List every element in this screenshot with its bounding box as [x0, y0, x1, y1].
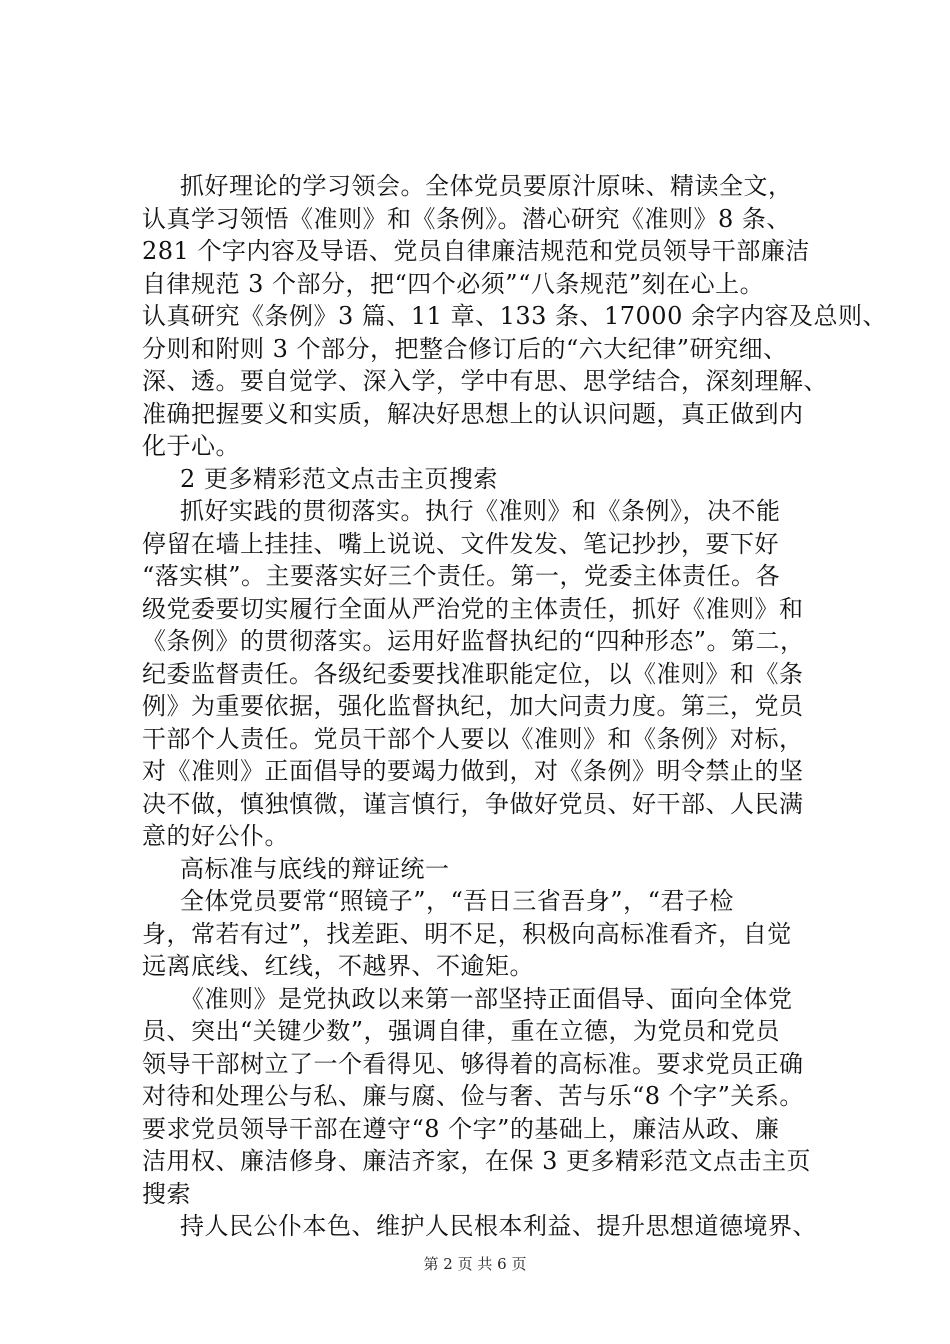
- document-body: [142, 170, 887, 1243]
- paragraph-line: 准确把握要义和实质，解决好思想上的认识问题，真正做到内: [142, 399, 804, 428]
- paragraph-line: 自律规范 3 个部分，把“四个必须”“八条规范”刻在心上。: [142, 269, 765, 298]
- paragraph-line: 停留在墙上挂挂、嘴上说说、文件发发、笔记抄抄，要下好: [142, 529, 779, 558]
- paragraph-line: 洁用权、廉洁修身、廉洁齐家，在保 3 更多精彩范文点击主页: [142, 1147, 812, 1175]
- paragraph-line: 例》为重要依据，强化监督执纪，加大问责力度。第三，党员: [142, 692, 804, 720]
- paragraph-line: “落实棋”。主要落实好三个责任。第一，党委主体责任。各: [142, 562, 781, 590]
- paragraph-line: 抓好理论的学习领会。全体党员要原汁原味、精读全文，: [180, 172, 793, 200]
- paragraph-line: 领导干部树立了一个看得见、够得着的高标准。要求党员正确: [142, 1049, 804, 1078]
- paragraph-line: 认真研究《条例》3 篇、11 章、133 条、17000 余字内容及总则、: [142, 302, 887, 330]
- paragraph-line: 《准则》是党执政以来第一部坚持正面倡导、面向全体党: [180, 984, 793, 1013]
- paragraph-line: 搜索: [142, 1179, 191, 1208]
- paragraph-line: 纪委监督责任。各级纪委要找准职能定位，以《准则》和《条: [142, 659, 804, 688]
- section-heading: 2 更多精彩范文点击主页搜索: [180, 464, 498, 493]
- paragraph-line: 意的好公仆。: [142, 822, 289, 850]
- paragraph-line: 全体党员要常“照镜子”，“吾日三省吾身”，“君子检: [180, 887, 734, 915]
- paragraph-line: 决不做，慎独慎微，谨言慎行，争做好党员、好干部、人民满: [142, 789, 804, 818]
- paragraph-line: 身，常若有过”，找差距、明不足，积极向高标准看齐，自觉: [142, 919, 792, 948]
- paragraph-line: 对待和处理公与私、廉与腐、俭与奢、苦与乐“8 个字”关系。: [142, 1082, 804, 1110]
- paragraph-line: 化于心。: [142, 432, 240, 460]
- paragraph-line: 对《准则》正面倡导的要竭力做到，对《条例》明令禁止的坚: [142, 757, 804, 785]
- paragraph-line: 持人民公仆本色、维护人民根本利益、提升思想道德境界、: [180, 1212, 817, 1240]
- paragraph-line: 281 个字内容及导语、党员自律廉洁规范和党员领导干部廉洁: [142, 237, 810, 265]
- section-heading: 高标准与底线的辩证统一: [180, 854, 450, 883]
- paragraph-line: 分则和附则 3 个部分，把整合修订后的“六大纪律”研究细、: [142, 334, 788, 363]
- paragraph-line: 深、透。要自觉学、深入学，学中有思、思学结合，深刻理解、: [142, 367, 828, 395]
- paragraph-line: 抓好实践的贯彻落实。执行《准则》和《条例》，决不能: [180, 497, 781, 525]
- paragraph-line: 要求党员领导干部在遵守“8 个字”的基础上，廉洁从政、廉: [142, 1114, 780, 1143]
- paragraph-line: 级党委要切实履行全面从严治党的主体责任，抓好《准则》和: [142, 594, 804, 623]
- paragraph-line: 干部个人责任。党员干部个人要以《准则》和《条例》对标，: [142, 724, 804, 753]
- paragraph-line: 《条例》的贯彻落实。运用好监督执纪的“四种形态”。第二，: [142, 627, 805, 655]
- paragraph-line: 员、突出“关键少数”，强调自律，重在立德，为党员和党员: [142, 1017, 781, 1045]
- paragraph-line: 远离底线、红线，不越界、不逾矩。: [142, 952, 534, 980]
- paragraph-line: 认真学习领悟《准则》和《条例》。潜心研究《准则》8 条、: [142, 204, 791, 233]
- page-number-footer: 第 2 页 共 6 页: [423, 1255, 527, 1273]
